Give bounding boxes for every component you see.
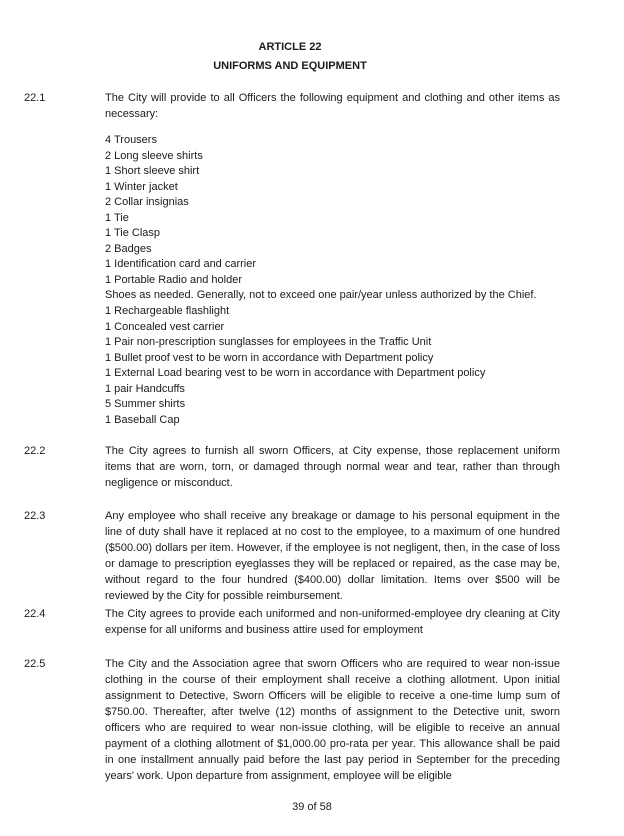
section-text-22-1: The City will provide to all Officers the following equipment and clothing and other items as necessary:	[105, 92, 560, 120]
section-number-22-2: 22.2	[24, 445, 46, 457]
section-number-22-3: 22.3	[24, 510, 46, 522]
list-item: 1 Identification card and carrier	[105, 258, 257, 271]
section-number-22-1: 22.1	[24, 92, 46, 104]
article-heading: ARTICLE 22	[258, 41, 322, 53]
article-title: UNIFORMS AND EQUIPMENT	[213, 60, 367, 72]
list-item: 1 External Load bearing vest to be worn in accordance with Department policy	[105, 367, 486, 380]
equipment-list	[105, 133, 575, 428]
list-item: 1 Baseball Cap	[105, 413, 180, 426]
list-item: 2 Badges	[105, 242, 152, 255]
section-text-22-3: Any employee who shall receive any breakage or damage to his personal equipment in the line of duty shall have it replaced at no cost to the employee, to a maximum of one hundred ($500.00) dollars per item. However, if the employee is not negligent, then, in the case of loss or damage to prescription eyeglasses they will be replaced or repaired, as the case may be, without regard to the four hundred ($400.00) dollar limitation. Items over $500 will be reviewed by the City for possible reimbursement.	[105, 510, 560, 602]
list-item: 1 Concealed vest carrier	[105, 320, 225, 333]
section-number-22-5: 22.5	[24, 658, 46, 670]
list-item: 1 Pair non-prescription sunglasses for employees in the Traffic Unit	[105, 336, 432, 349]
list-item: 2 Long sleeve shirts	[105, 149, 203, 162]
section-text-22-5: The City and the Association agree that sworn Officers who are required to wear non-issue clothing in the course of their employment shall receive a clothing allotment. Upon initial assignment to Detective, Sworn Officers will be eligible to receive a one-time lump sum of $750.00. Thereafter, after twelve (12) months of assignment to the Detective unit, sworn officers who are required to wear non-issue clothing, will be eligible to receive an annual payment of a clothing allotment of $1,000.00 pro-rata per year. This allowance shall be paid in one installment annually paid before the last pay period in September for the preceding years' work. Upon departure from assignment, employee will be eligible	[105, 658, 560, 782]
list-item: 1 pair Handcuffs	[105, 382, 185, 395]
list-item: 1 Bullet proof vest to be worn in accordance with Department policy	[105, 351, 434, 364]
list-item: 1 Portable Radio and holder	[105, 273, 242, 286]
section-number-22-4: 22.4	[24, 608, 46, 620]
list-item: 4 Trousers	[105, 134, 157, 146]
list-item: 1 Short sleeve shirt	[105, 165, 200, 178]
list-item: 2 Collar insignias	[105, 196, 189, 209]
list-item: 1 Winter jacket	[105, 180, 178, 193]
list-item: Shoes as needed. Generally, not to exceed one pair/year unless authorized by the Chief.	[105, 289, 537, 302]
list-item: 1 Tie	[105, 211, 129, 224]
page-number: 39 of 58	[292, 801, 332, 813]
section-text-22-2: The City agrees to furnish all sworn Officers, at City expense, those replacement uniform items that are worn, torn, or damaged through normal wear and tear, rather than through negligence or misconduct.	[105, 445, 560, 489]
list-item: 1 Tie Clasp	[105, 227, 161, 240]
list-item: 5 Summer shirts	[105, 398, 186, 411]
section-text-22-4: The City agrees to provide each uniformed and non-uniformed-employee dry cleaning at City expense for all uniforms and business attire used for employment	[105, 608, 560, 636]
list-item: 1 Rechargeable flashlight	[105, 305, 230, 318]
